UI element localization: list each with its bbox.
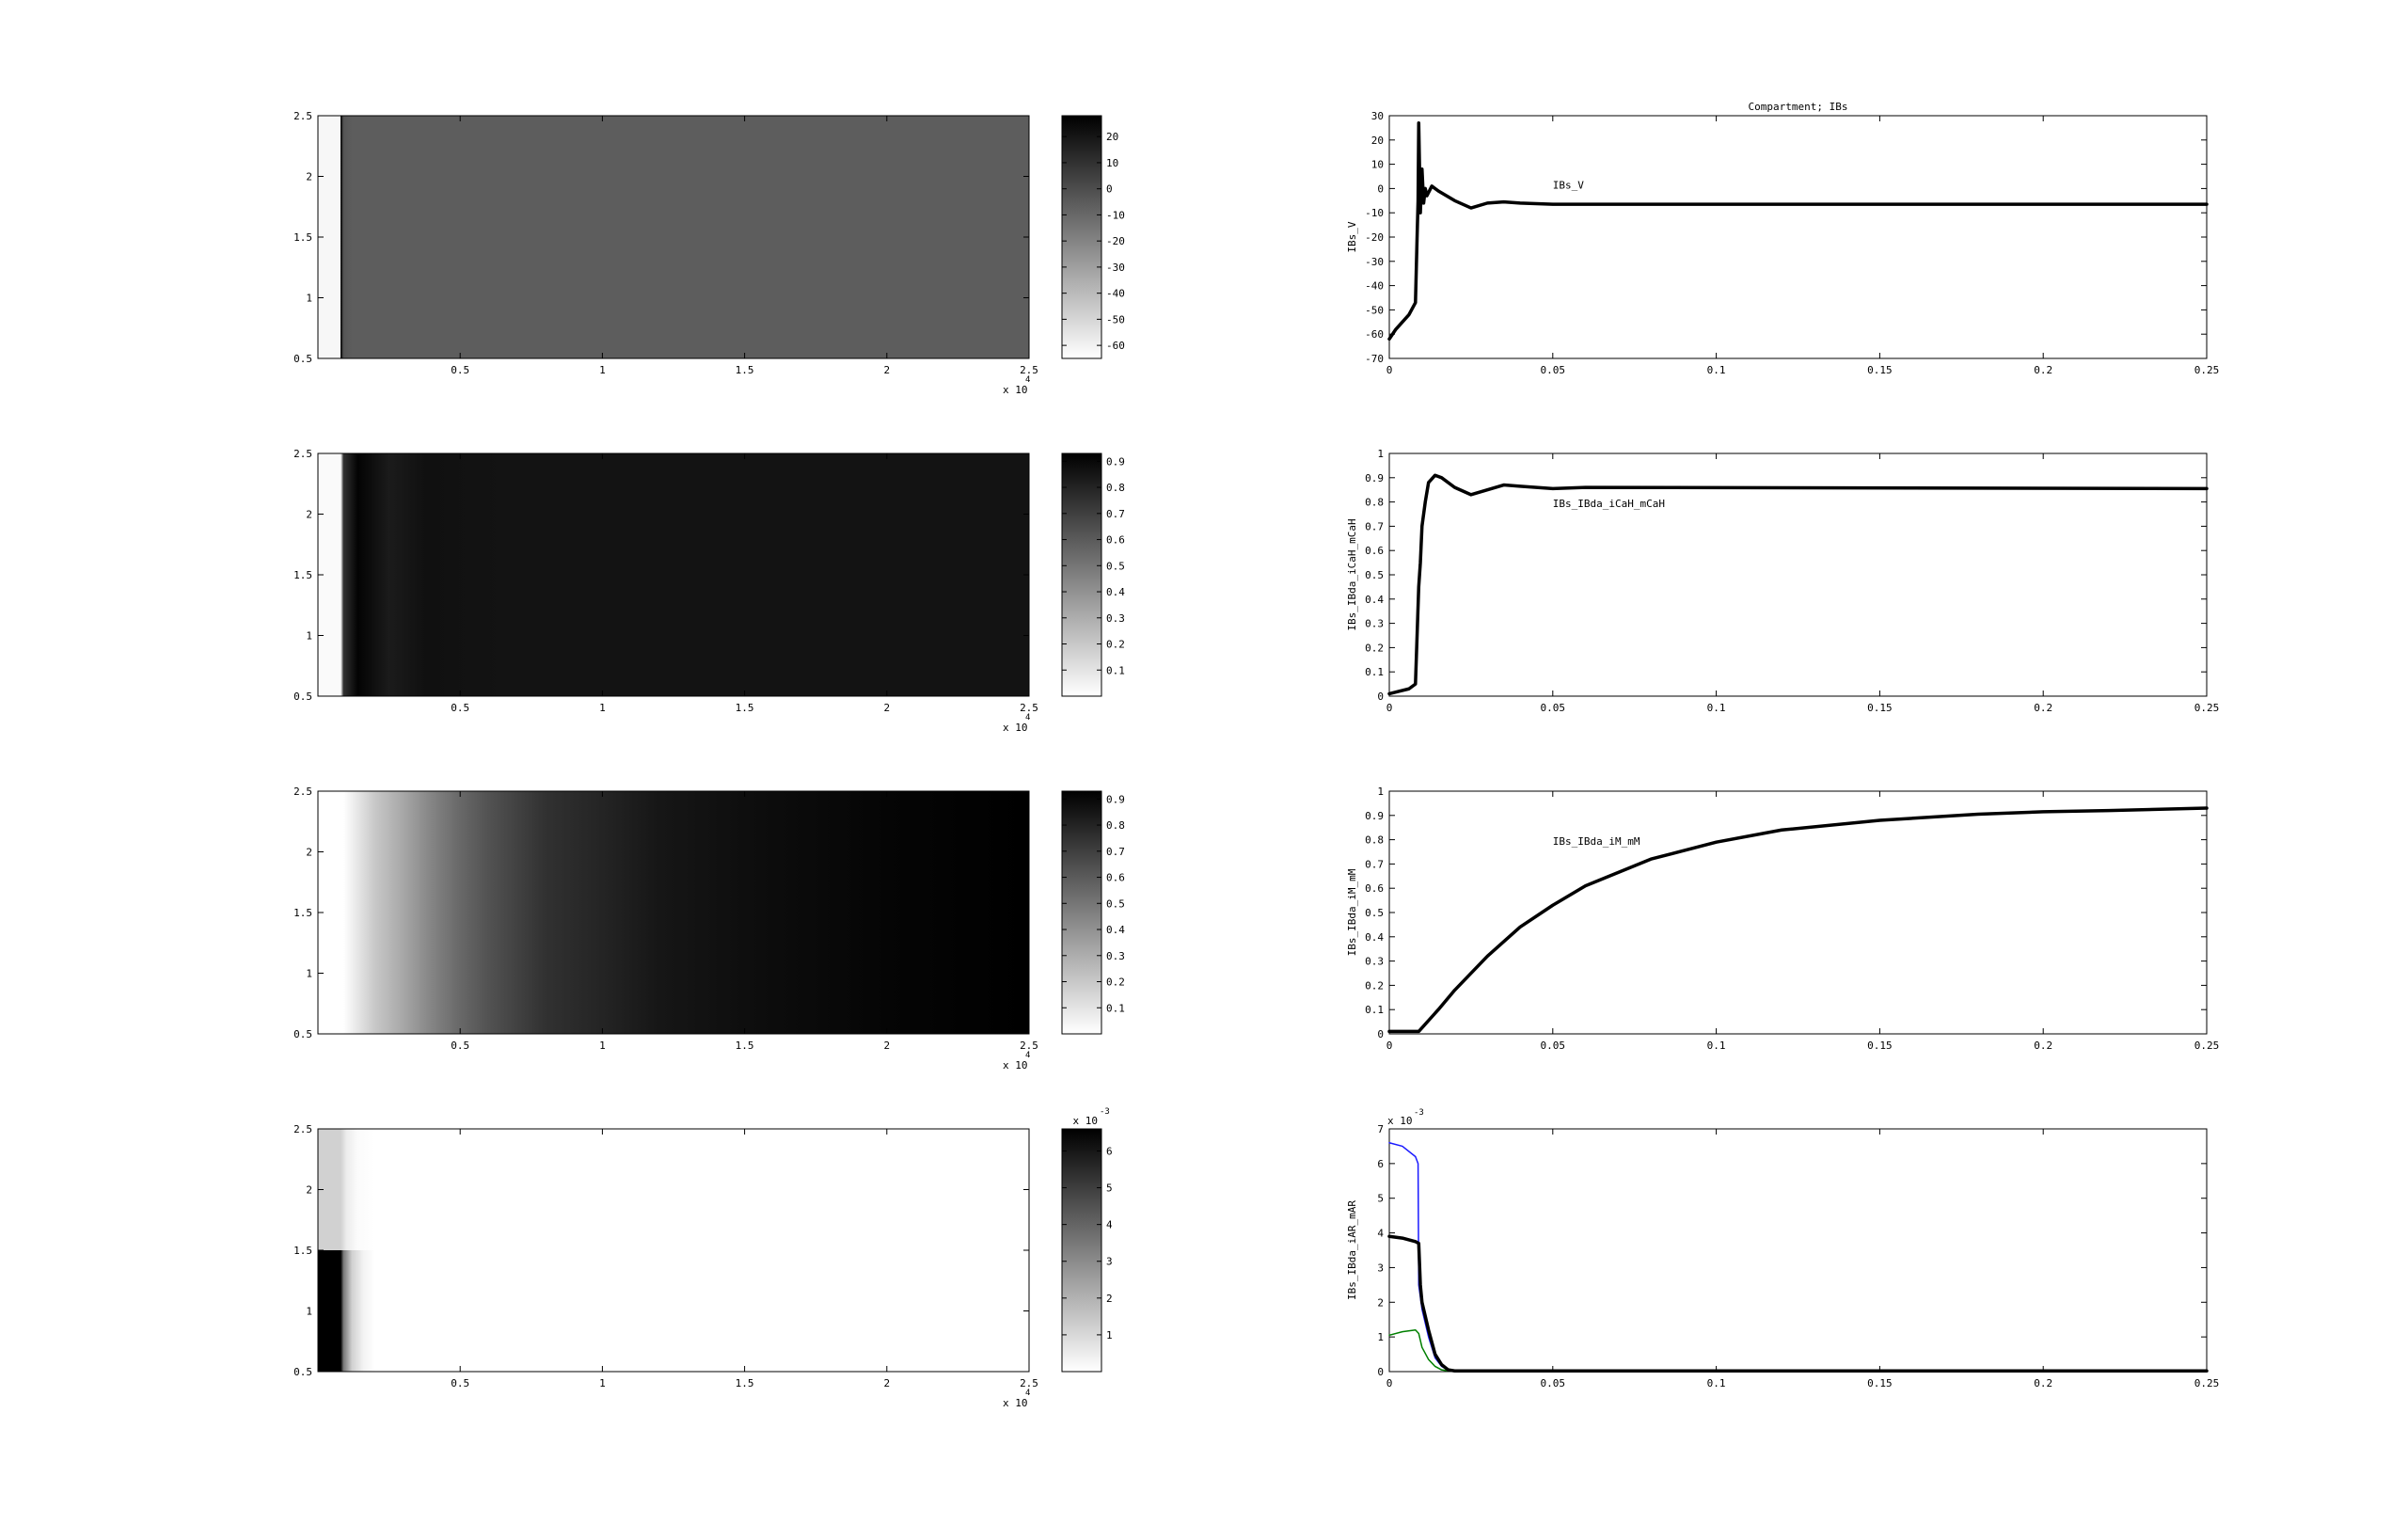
heatmap-1-colorbar	[1062, 116, 1101, 358]
x-tick-label: 1.5	[735, 1377, 754, 1389]
x-tick-label: 0.15	[1867, 702, 1893, 714]
y-tick-label: 2	[306, 170, 312, 183]
x-exponent-label: x 10	[1003, 1059, 1028, 1072]
y-tick-label: -60	[1365, 328, 1384, 341]
x-tick-label: 0.15	[1867, 1040, 1893, 1052]
line-chart-1-frame	[1389, 116, 2207, 358]
heatmap-3-cells	[318, 791, 1029, 1034]
x-tick-label: 0.25	[2194, 364, 2220, 376]
y-tick-label: 2	[306, 846, 312, 859]
y-tick-label: 2.5	[293, 110, 312, 122]
y-tick-label: 2	[306, 508, 312, 521]
x-tick-label: 1.5	[735, 1040, 754, 1052]
y-tick-label: 0	[1377, 1028, 1384, 1040]
x-tick-label: 0.1	[1706, 1040, 1726, 1052]
colorbar-tick-label: 20	[1106, 131, 1119, 144]
colorbar-tick-label: 6	[1106, 1145, 1113, 1158]
y-tick-label: 0.1	[1365, 666, 1384, 679]
colorbar-tick-label: 0.8	[1106, 819, 1125, 833]
y-tick-label: 6	[1377, 1157, 1384, 1170]
y-tick-label: 1	[1377, 786, 1384, 798]
x-exponent-power: 4	[1025, 713, 1031, 722]
y-tick-label: -20	[1365, 231, 1384, 244]
x-tick-label: 2.5	[1020, 1377, 1038, 1389]
y-tick-label: 1.5	[293, 907, 312, 919]
colorbar-tick-label: 0.6	[1106, 871, 1125, 884]
y-tick-label: 0.2	[1365, 642, 1384, 655]
colorbar-tick-label: -60	[1106, 340, 1125, 353]
heatmap-4-cells	[318, 1250, 1029, 1372]
colorbar-tick-label: 0.2	[1106, 638, 1125, 651]
y-tick-label: 0.5	[1365, 569, 1384, 581]
y-tick-label: 1	[1377, 1331, 1384, 1344]
y-tick-label: 2	[306, 1183, 312, 1197]
x-exponent-label: x 10	[1003, 384, 1028, 396]
x-exponent-power: 4	[1025, 1389, 1031, 1398]
y-tick-label: 0.5	[1365, 907, 1384, 919]
x-tick-label: 2.5	[1020, 1040, 1038, 1052]
colorbar-tick-label: 0.1	[1106, 664, 1125, 677]
colorbar-tick-label: 0	[1106, 183, 1113, 196]
heatmap-1-cells	[318, 116, 1029, 358]
x-tick-label: 0	[1386, 1040, 1393, 1052]
x-tick-label: 1	[599, 702, 606, 714]
y-axis-label: IBs_IBda_iM_mM	[1346, 868, 1358, 957]
y-tick-label: 1.5	[293, 231, 312, 244]
colorbar-tick-label: 0.3	[1106, 949, 1125, 962]
x-tick-label: 0.2	[2034, 1040, 2053, 1052]
x-tick-label: 0.25	[2194, 1377, 2220, 1389]
y-tick-label: 0	[1377, 691, 1384, 703]
x-tick-label: 0.5	[451, 364, 470, 376]
series-label: IBs_IBda_iM_mM	[1552, 834, 1640, 848]
x-tick-label: 2	[883, 702, 891, 714]
colorbar-tick-label: 0.8	[1106, 482, 1125, 495]
x-tick-label: 0.05	[1540, 702, 1566, 714]
y-tick-label: 1	[306, 292, 312, 305]
x-tick-label: 0.2	[2034, 1377, 2053, 1389]
x-tick-label: 0.2	[2034, 364, 2053, 376]
y-tick-label: 0.2	[1365, 979, 1384, 992]
y-tick-label: 7	[1377, 1123, 1384, 1135]
y-tick-label: 0.5	[293, 691, 312, 703]
x-tick-label: 0.15	[1867, 364, 1893, 376]
y-tick-label: 0.4	[1365, 593, 1384, 606]
y-tick-label: 10	[1370, 158, 1384, 171]
y-tick-label: -40	[1365, 279, 1384, 293]
colorbar-tick-label: 2	[1106, 1292, 1113, 1305]
y-tick-label: 0.8	[1365, 496, 1384, 509]
y-tick-label: 1.5	[293, 1245, 312, 1257]
line-chart-4-frame	[1389, 1129, 2207, 1372]
y-tick-label: 0.3	[1365, 955, 1384, 968]
colorbar-tick-label: -10	[1106, 209, 1125, 222]
x-tick-label: 2	[883, 1377, 891, 1389]
heatmap-3-colorbar	[1062, 791, 1101, 1034]
x-exponent-power: 4	[1025, 375, 1031, 385]
chart-title: Compartment; IBs	[1748, 101, 1848, 113]
x-tick-label: 0.5	[451, 702, 470, 714]
x-tick-label: 0.25	[2194, 702, 2220, 714]
y-tick-label: 0.1	[1365, 1004, 1384, 1017]
colorbar-tick-label: -40	[1106, 287, 1125, 300]
x-tick-label: 0.2	[2034, 702, 2053, 714]
y-tick-label: 0.7	[1365, 858, 1384, 871]
y-tick-label: 0	[1377, 183, 1384, 196]
colorbar-tick-label: 0.9	[1106, 793, 1125, 806]
x-tick-label: 1.5	[735, 364, 754, 376]
y-exponent-label: x 10	[1387, 1115, 1413, 1127]
colorbar-tick-label: 4	[1106, 1218, 1113, 1231]
y-tick-label: 0.9	[1365, 471, 1384, 484]
y-tick-label: 0	[1377, 1366, 1384, 1378]
x-tick-label: 0.1	[1706, 364, 1726, 376]
x-tick-label: 1	[599, 364, 606, 376]
x-tick-label: 1	[599, 1377, 606, 1389]
colorbar-exponent-label: x 10	[1072, 1115, 1098, 1127]
y-tick-label: 0.7	[1365, 520, 1384, 533]
y-tick-label: 0.3	[1365, 617, 1384, 630]
colorbar-tick-label: 0.5	[1106, 897, 1125, 911]
x-tick-label: 0.05	[1540, 1377, 1566, 1389]
x-tick-label: 0.1	[1706, 702, 1726, 714]
colorbar-tick-label: 0.4	[1106, 924, 1125, 937]
x-tick-label: 1.5	[735, 702, 754, 714]
y-tick-label: 1	[306, 1305, 312, 1318]
y-tick-label: -70	[1365, 353, 1384, 365]
x-tick-label: 2	[883, 1040, 891, 1052]
colorbar-tick-label: 1	[1106, 1328, 1113, 1341]
x-tick-label: 0	[1386, 702, 1393, 714]
x-tick-label: 1	[599, 1040, 606, 1052]
y-tick-label: 1	[306, 629, 312, 643]
y-tick-label: 2.5	[293, 448, 312, 460]
y-tick-label: 2	[1377, 1296, 1384, 1310]
series-label: IBs_IBda_iCaH_mCaH	[1552, 497, 1666, 510]
heatmap-2-colorbar	[1062, 453, 1101, 696]
y-tick-label: 0.6	[1365, 882, 1384, 896]
x-tick-label: 0.05	[1540, 364, 1566, 376]
heatmap-2-cells	[318, 453, 1029, 696]
series-label: IBs_V	[1552, 179, 1584, 192]
y-axis-label: IBs_IBda_iAR_mAR	[1346, 1200, 1358, 1300]
y-tick-label: 2.5	[293, 1123, 312, 1135]
colorbar-tick-label: 0.1	[1106, 1002, 1125, 1015]
x-tick-label: 2.5	[1020, 702, 1038, 714]
y-tick-label: 20	[1370, 134, 1384, 147]
x-tick-label: 0.05	[1540, 1040, 1566, 1052]
heatmap-4-cells	[318, 1129, 1029, 1250]
y-tick-label: 1	[1377, 448, 1384, 460]
y-tick-label: -10	[1365, 207, 1384, 220]
colorbar-tick-label: 10	[1106, 156, 1119, 169]
colorbar-tick-label: 3	[1106, 1255, 1113, 1268]
y-tick-label: 1.5	[293, 569, 312, 581]
y-tick-label: -50	[1365, 304, 1384, 317]
y-tick-label: 0.5	[293, 1028, 312, 1040]
colorbar-tick-label: 0.9	[1106, 455, 1125, 468]
x-tick-label: 0.15	[1867, 1377, 1893, 1389]
y-tick-label: 1	[306, 967, 312, 980]
x-tick-label: 2.5	[1020, 364, 1038, 376]
colorbar-tick-label: 0.3	[1106, 611, 1125, 625]
x-tick-label: 0	[1386, 364, 1393, 376]
y-tick-label: 30	[1370, 110, 1384, 122]
y-tick-label: 4	[1377, 1227, 1384, 1240]
y-tick-label: 0.5	[293, 1366, 312, 1378]
x-exponent-label: x 10	[1003, 722, 1028, 734]
colorbar-exponent-power: -3	[1100, 1107, 1110, 1117]
x-exponent-power: 4	[1025, 1051, 1031, 1060]
x-tick-label: 0.5	[451, 1377, 470, 1389]
y-exponent-power: -3	[1414, 1108, 1424, 1118]
y-tick-label: -30	[1365, 255, 1384, 268]
y-axis-label: IBs_IBda_iCaH_mCaH	[1346, 518, 1358, 631]
y-tick-label: 3	[1377, 1262, 1384, 1275]
x-tick-label: 0.5	[451, 1040, 470, 1052]
colorbar-tick-label: 0.7	[1106, 507, 1125, 520]
x-exponent-label: x 10	[1003, 1397, 1028, 1409]
colorbar-tick-label: -20	[1106, 235, 1125, 248]
heatmap-4-colorbar	[1062, 1129, 1101, 1372]
colorbar-tick-label: 0.5	[1106, 560, 1125, 573]
colorbar-tick-label: 5	[1106, 1182, 1113, 1195]
colorbar-tick-label: 0.4	[1106, 586, 1125, 599]
colorbar-tick-label: -50	[1106, 313, 1125, 326]
y-tick-label: 0.6	[1365, 545, 1384, 558]
colorbar-tick-label: -30	[1106, 261, 1125, 274]
y-tick-label: 0.4	[1365, 930, 1384, 944]
y-tick-label: 0.9	[1365, 809, 1384, 822]
y-axis-label: IBs_V	[1346, 221, 1358, 253]
colorbar-tick-label: 0.7	[1106, 845, 1125, 858]
x-tick-label: 0	[1386, 1377, 1393, 1389]
y-tick-label: 2.5	[293, 786, 312, 798]
x-tick-label: 0.25	[2194, 1040, 2220, 1052]
y-tick-label: 5	[1377, 1192, 1384, 1205]
colorbar-tick-label: 0.6	[1106, 533, 1125, 547]
x-tick-label: 2	[883, 364, 891, 376]
y-tick-label: 0.8	[1365, 833, 1384, 847]
y-tick-label: 0.5	[293, 353, 312, 365]
colorbar-tick-label: 0.2	[1106, 976, 1125, 989]
x-tick-label: 0.1	[1706, 1377, 1726, 1389]
